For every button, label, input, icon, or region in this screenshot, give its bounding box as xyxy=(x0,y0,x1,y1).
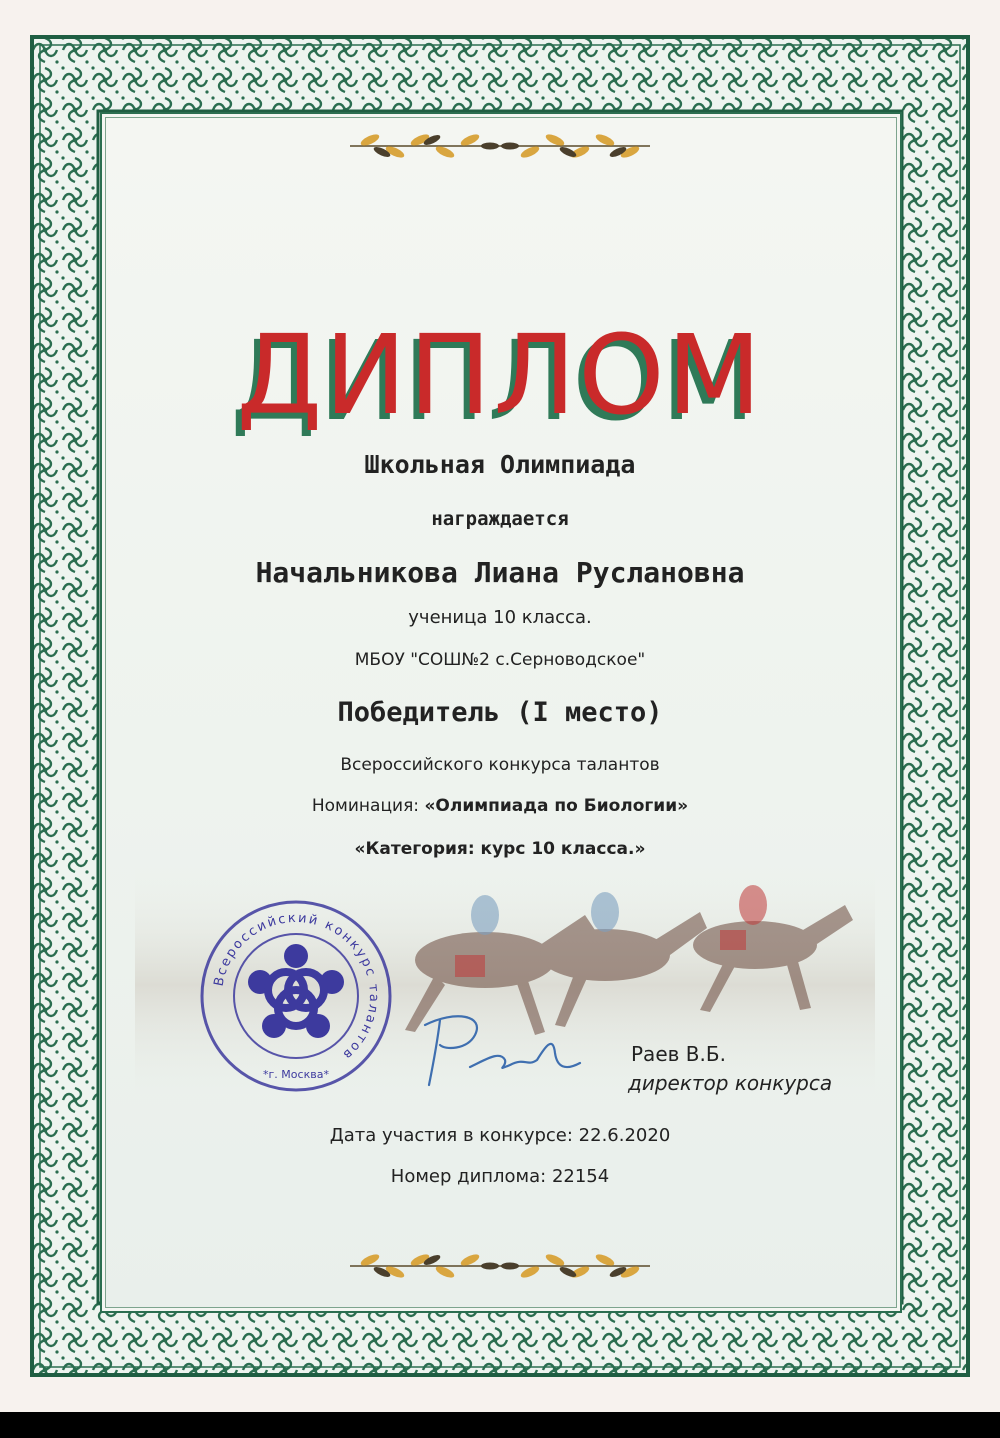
bottom-bar xyxy=(0,1412,1000,1438)
recipient-name: Начальникова Лиана Руслановна xyxy=(255,556,745,589)
contest-name: Всероссийского конкурса талантов xyxy=(340,755,660,775)
signature-icon xyxy=(415,1005,585,1095)
recipient-grade: ученица 10 класса. xyxy=(408,607,592,628)
diploma-number: Номер диплома: 22154 xyxy=(390,1166,610,1187)
diploma-title: ДИПЛОМ xyxy=(236,311,764,439)
category-line: «Категория: курс 10 класса.» xyxy=(354,839,646,859)
signer-role: директор конкурса xyxy=(628,1071,833,1095)
seal-text: Всероссийский конкурс талантов xyxy=(211,910,382,1064)
event-name: Школьная Олимпиада xyxy=(364,450,636,479)
signer-name: Раев В.Б. xyxy=(631,1042,726,1066)
laurel-top-icon xyxy=(340,130,660,162)
seal-city: *г. Москва* xyxy=(263,1068,329,1081)
nomination-line xyxy=(0,796,1000,816)
contest-seal-icon xyxy=(198,898,394,1094)
participation-date: Дата участия в конкурсе: 22.6.2020 xyxy=(329,1125,671,1146)
award-place: Победитель (I место) xyxy=(337,697,663,728)
recipient-school: МБОУ "СОШ№2 с.Серноводское" xyxy=(354,650,646,670)
awarded-label: награждается xyxy=(431,508,569,530)
nomination-label: Номинация: xyxy=(311,796,420,816)
laurel-bottom-icon xyxy=(340,1250,660,1282)
nomination-value: «Олимпиада по Биологии» xyxy=(424,796,689,816)
